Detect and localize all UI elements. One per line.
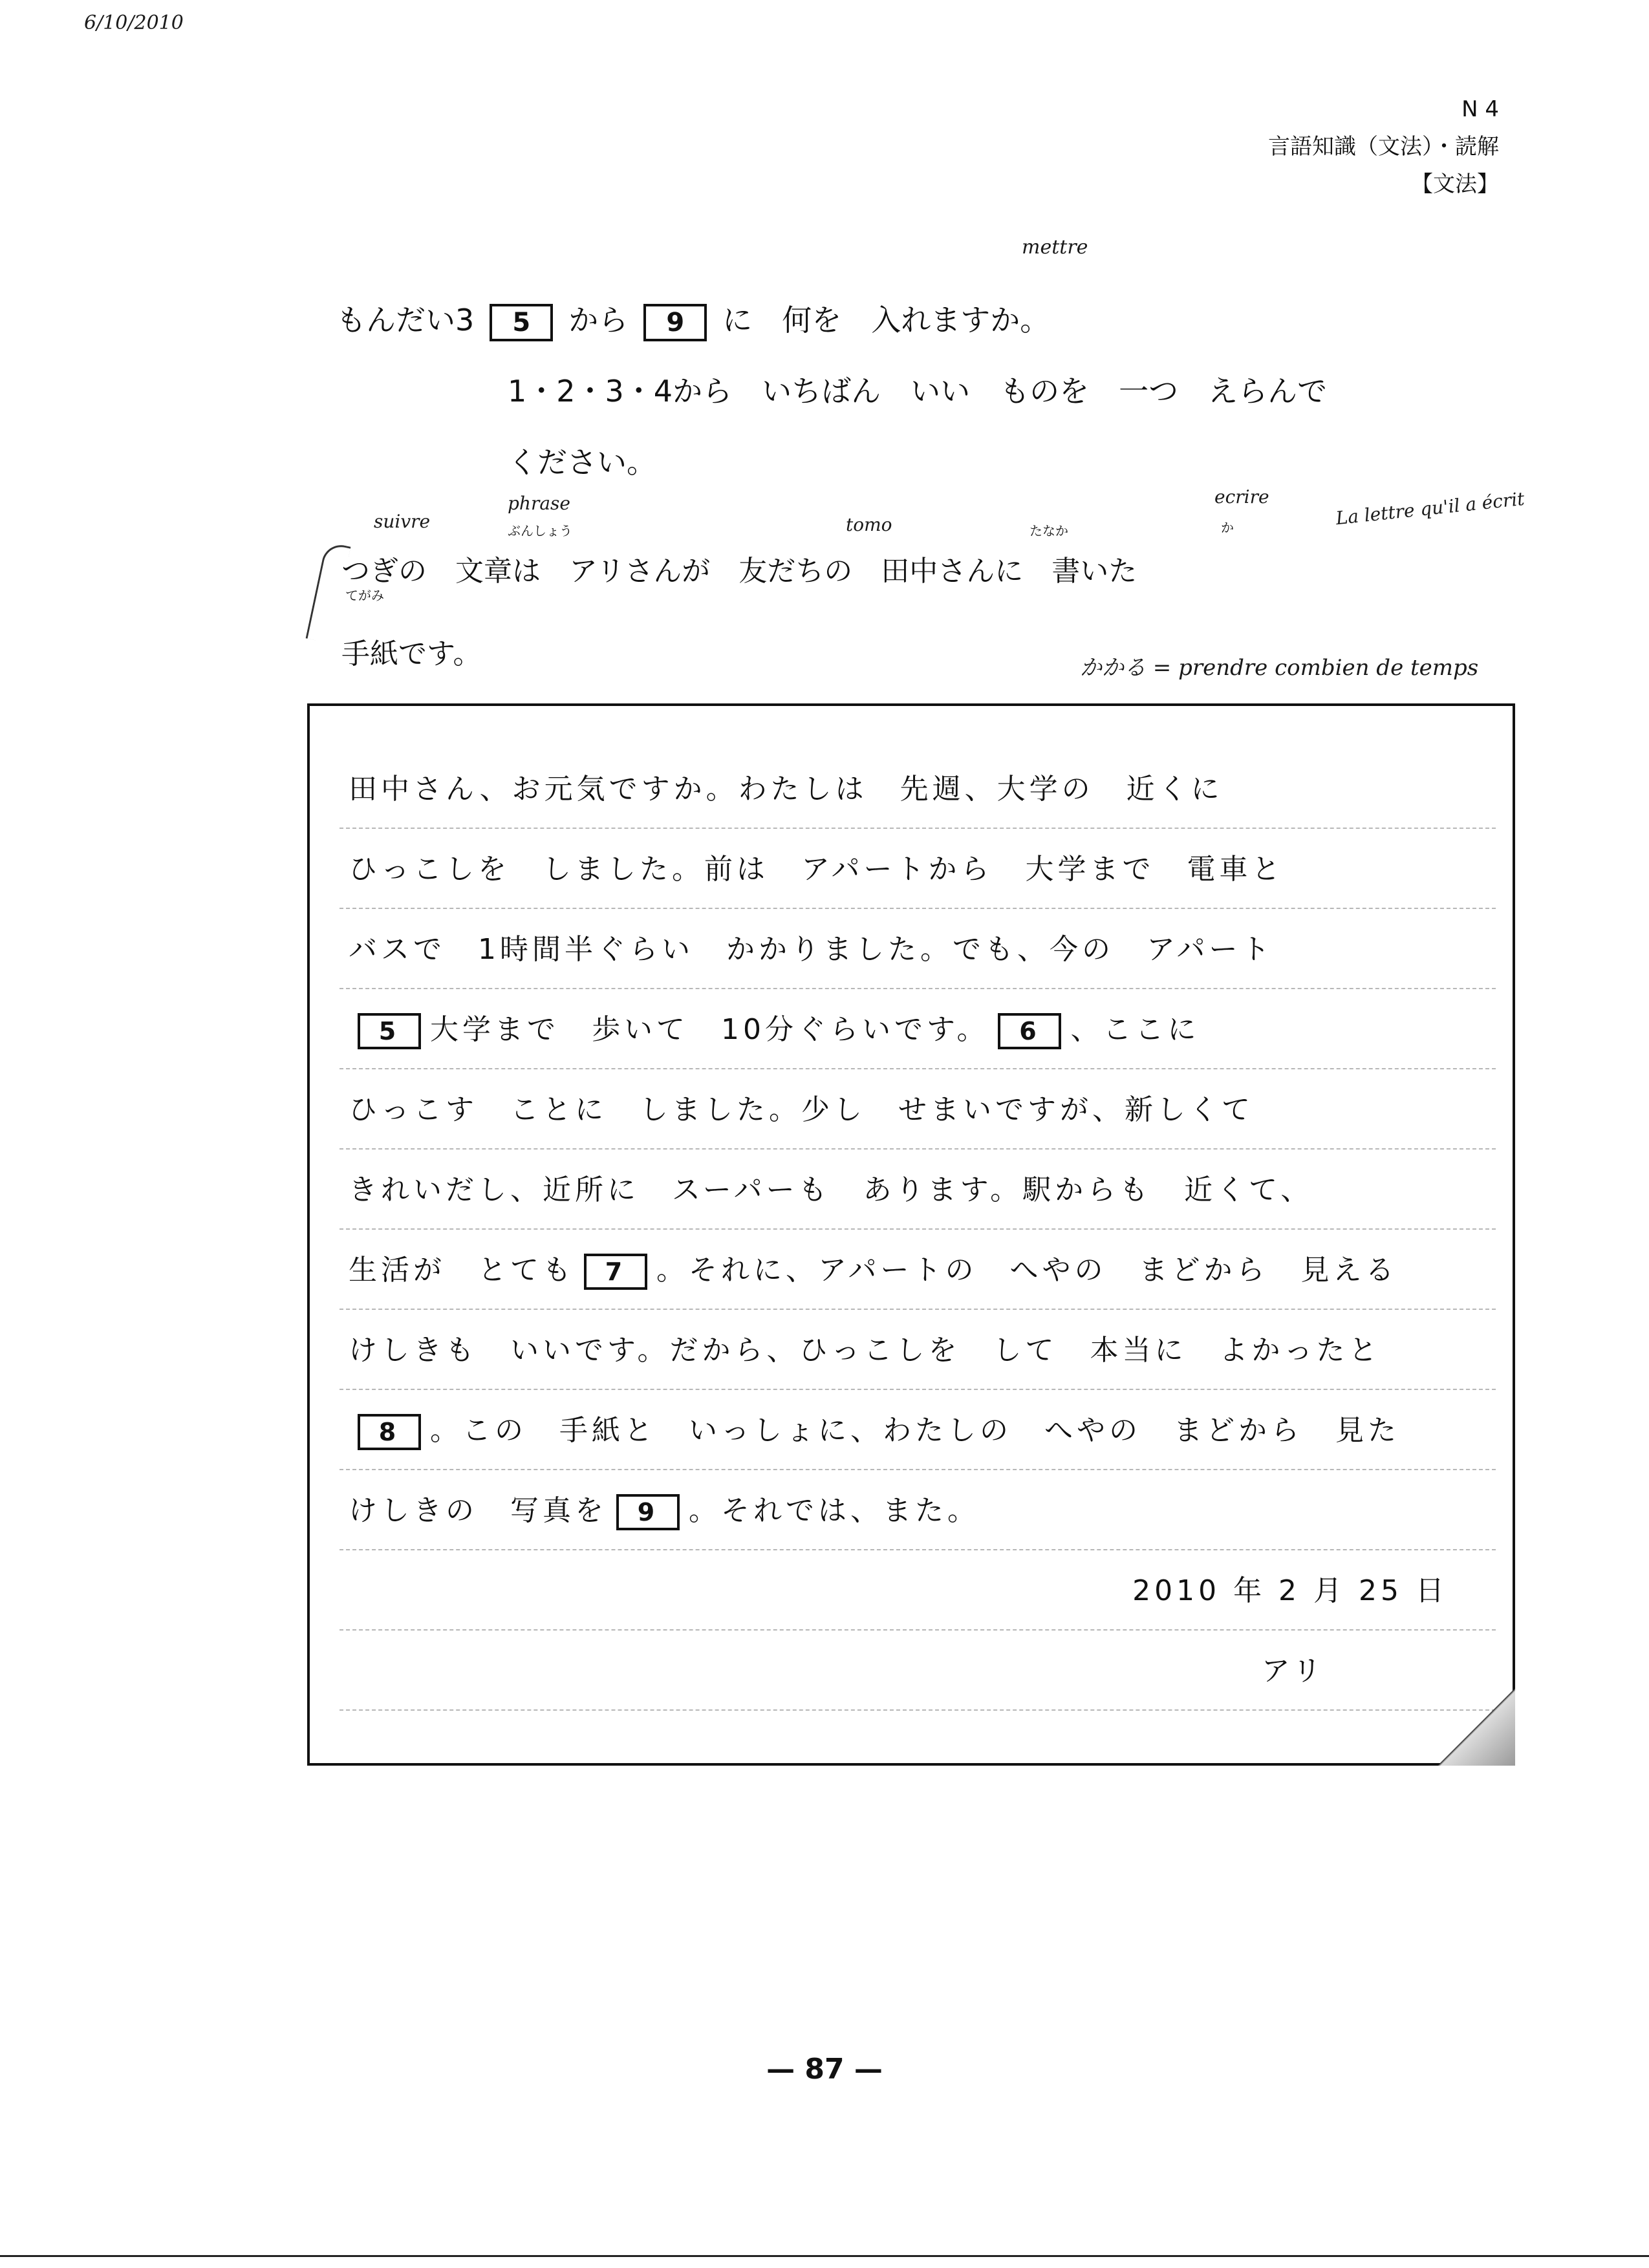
letter-line-6-text: きれいだし、近所に スーパーも あります。駅からも 近くて、	[349, 1173, 1313, 1206]
letter-line-7	[349, 1246, 1487, 1327]
blank-box-5: 5	[358, 1013, 421, 1049]
blank-box-start: 5	[490, 304, 553, 341]
page-header	[1268, 91, 1499, 203]
letter-line-10-text-2: 。それでは、また。	[689, 1494, 980, 1527]
letter-box	[307, 703, 1515, 1766]
blank-box-6: 6	[998, 1013, 1061, 1049]
page-number: — 87 —	[766, 2053, 883, 2086]
letter-line-3-text: バスで 1時間半ぐらい かかりました。でも、今の アパート	[349, 933, 1274, 966]
letter-line-4-text-2: 、ここに	[1070, 1013, 1200, 1046]
question-line-1	[336, 284, 1327, 356]
intro-line-2: 手紙です。	[341, 637, 482, 670]
furigana-tanaka: たなか	[1029, 523, 1068, 539]
annotation-tomo: tomo	[846, 514, 892, 535]
letter-signature-text: アリ	[1261, 1654, 1325, 1687]
blank-box-7: 7	[584, 1254, 647, 1290]
letter-line-8	[349, 1327, 1487, 1407]
question-block	[336, 284, 1327, 498]
letter-date-text: 2010 年 2 月 25 日	[1132, 1574, 1448, 1607]
part-label: 【文法】	[1411, 171, 1499, 197]
intro-line-1: つぎの 文章は アリさんが 友だちの 田中さんに 書いた	[341, 555, 1137, 588]
annotation-letter-note: La lettre qu'il a écrit	[1335, 487, 1525, 530]
letter-line-9	[349, 1407, 1487, 1487]
intro-text	[341, 530, 1137, 696]
annotation-mettre: mettre	[1022, 236, 1088, 259]
furigana-bunshou: ぶんしょう	[508, 523, 572, 539]
letter-line-5-text: ひっこす ことに しました。少し せまいですが、新しくて	[349, 1093, 1254, 1126]
furigana-ka: か	[1221, 520, 1234, 535]
annotation-suivre: suivre	[374, 511, 431, 532]
letter-date	[349, 1567, 1487, 1647]
bottom-rule	[0, 2255, 1649, 2257]
furigana-tegami: てがみ	[345, 588, 384, 603]
question-line-2: 1・2・3・4から いちばん いい ものを 一つ えらんで	[508, 374, 1328, 409]
level-label: N 4	[1461, 96, 1499, 122]
annotation-kakaru: かかる = prendre combien de temps	[1080, 655, 1479, 681]
annotation-phrase: phrase	[508, 493, 570, 514]
letter-line-5	[349, 1086, 1487, 1166]
letter-body	[349, 765, 1487, 1728]
question-mid: から	[568, 303, 629, 337]
letter-line-9-text: 。この 手紙と いっしょに、わたしの へやの まどから 見た	[430, 1414, 1400, 1447]
annotation-ecrire: ecrire	[1214, 486, 1269, 508]
question-label: もんだい3	[336, 303, 475, 337]
blank-box-8: 8	[358, 1414, 421, 1450]
blank-box-9: 9	[616, 1494, 680, 1530]
question-tail: に 何を 入れますか。	[722, 303, 1050, 337]
letter-signature	[349, 1647, 1487, 1728]
letter-line-3	[349, 926, 1487, 1006]
letter-line-1-text: 田中さん、お元気ですか。わたしは 先週、大学の 近くに	[349, 773, 1223, 806]
letter-line-2	[349, 846, 1487, 926]
letter-line-7-text: 生活が とても	[349, 1254, 575, 1287]
section-label: 言語知識（文法）・読解	[1268, 134, 1499, 160]
handwritten-date: 6/10/2010	[84, 12, 184, 34]
letter-line-4	[349, 1006, 1487, 1086]
letter-line-10	[349, 1487, 1487, 1567]
letter-line-4-text: 大学まで 歩いて 10分ぐらいです。	[430, 1013, 989, 1046]
question-line-3: ください。	[508, 445, 656, 480]
letter-line-7-text-2: 。それに、アパートの へやの まどから 見える	[656, 1254, 1398, 1287]
letter-line-10-text: けしきの 写真を	[349, 1494, 607, 1527]
letter-line-8-text: けしきも いいです。だから、ひっこしを して 本当に よかったと	[349, 1334, 1381, 1367]
letter-line-1	[349, 765, 1487, 846]
letter-line-2-text: ひっこしを しました。前は アパートから 大学まで 電車と	[349, 853, 1284, 886]
blank-box-end: 9	[643, 304, 707, 341]
letter-line-6	[349, 1166, 1487, 1246]
